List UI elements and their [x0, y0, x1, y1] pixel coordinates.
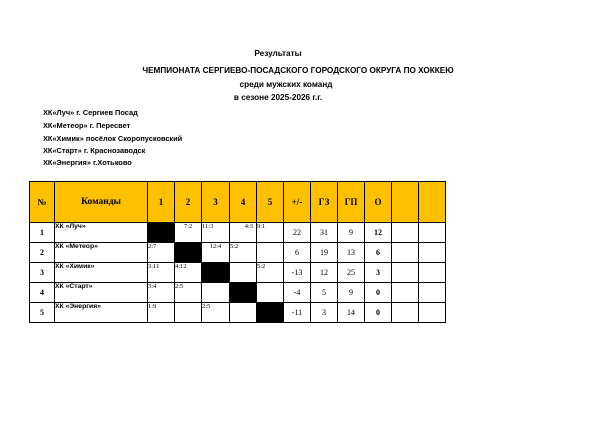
self-cell — [175, 243, 202, 263]
doc-subtitle-group: среди мужских команд — [239, 80, 333, 89]
doc-title: Результаты — [254, 49, 302, 58]
row-number: 2 — [30, 243, 55, 263]
col-header-1: 1 — [148, 182, 175, 223]
points: 3 — [365, 263, 392, 283]
self-cell — [148, 223, 175, 243]
goals-for: 12 — [311, 263, 338, 283]
result-cell: 5:2 — [230, 243, 257, 263]
goals-against: 9 — [338, 223, 365, 243]
standings-table — [29, 181, 446, 323]
table-row — [30, 243, 446, 263]
result-cell — [175, 303, 202, 323]
team-list-item: ХК«Химик» посёлок Скоропусковский — [43, 134, 183, 143]
self-cell — [257, 303, 284, 323]
doc-subtitle: ЧЕМПИОНАТА СЕРГИЕВО-ПОСАДСКОГО ГОРОДСКОГО ОКРУГА ПО ХОККЕЮ — [142, 66, 454, 75]
table-row — [30, 223, 446, 243]
team-name: ХК «Метеор» — [55, 243, 148, 263]
table-row — [30, 303, 446, 323]
doc-season: в сезоне 2025-2026 г.г. — [233, 93, 323, 102]
empty-cell — [392, 303, 419, 323]
col-header-4: 4 — [230, 182, 257, 223]
self-cell — [230, 283, 257, 303]
result-cell — [257, 243, 284, 263]
col-header-3: 3 — [202, 182, 230, 223]
table-row — [30, 283, 446, 303]
team-name: ХК «Луч» — [55, 223, 148, 243]
col-header-team: Команды — [55, 182, 148, 223]
goal-diff: 22 — [284, 223, 311, 243]
team-list-item: ХК«Метеор» г. Пересвет — [43, 121, 131, 130]
goals-against: 13 — [338, 243, 365, 263]
team-list-item: ХК«Старт» г. Краснозаводск — [43, 146, 146, 155]
col-header-goals-against: ГП — [338, 182, 365, 223]
empty-cell — [419, 243, 446, 263]
points: 12 — [365, 223, 392, 243]
empty-cell — [392, 263, 419, 283]
self-cell — [202, 263, 230, 283]
result-cell — [230, 303, 257, 323]
empty-cell — [419, 283, 446, 303]
team-name: ХК «Химик» — [55, 263, 148, 283]
team-name: ХК «Энергия» — [55, 303, 148, 323]
empty-cell — [419, 263, 446, 283]
table-header-row — [30, 182, 446, 223]
row-number: 3 — [30, 263, 55, 283]
col-header-empty — [392, 182, 419, 223]
col-header-5: 5 — [257, 182, 284, 223]
result-cell: 9:1 — [257, 223, 284, 243]
points: 0 — [365, 303, 392, 323]
goals-against: 9 — [338, 283, 365, 303]
row-number: 1 — [30, 223, 55, 243]
goals-against: 25 — [338, 263, 365, 283]
result-cell: 2:5 — [202, 303, 230, 323]
goals-for: 19 — [311, 243, 338, 263]
result-cell: 2:5 — [175, 283, 202, 303]
goals-for: 31 — [311, 223, 338, 243]
result-cell: 1:9 — [148, 303, 175, 323]
col-header-2: 2 — [175, 182, 202, 223]
goals-for: 5 — [311, 283, 338, 303]
goals-against: 14 — [338, 303, 365, 323]
points: 6 — [365, 243, 392, 263]
goal-diff: -13 — [284, 263, 311, 283]
team-list-item: ХК«Луч» г. Сергиев Посад — [43, 108, 138, 117]
col-header-goals-for: ГЗ — [311, 182, 338, 223]
empty-cell — [419, 303, 446, 323]
result-cell: 7:2 — [175, 223, 202, 243]
goals-for: 3 — [311, 303, 338, 323]
col-header-no: № — [30, 182, 55, 223]
col-header-points: О — [365, 182, 392, 223]
result-cell: 2:7 — [148, 243, 175, 263]
result-cell — [230, 263, 257, 283]
result-cell — [257, 283, 284, 303]
goal-diff: 6 — [284, 243, 311, 263]
row-number: 5 — [30, 303, 55, 323]
team-name: ХК «Старт» — [55, 283, 148, 303]
col-header-diff: +/- — [284, 182, 311, 223]
goal-diff: -4 — [284, 283, 311, 303]
result-cell: 3:11 — [148, 263, 175, 283]
result-cell: 12:4 — [202, 243, 230, 263]
result-cell: 5:2 — [257, 263, 284, 283]
row-number: 4 — [30, 283, 55, 303]
result-cell: 11:3 — [202, 223, 230, 243]
result-cell — [202, 283, 230, 303]
empty-cell — [392, 243, 419, 263]
goal-diff: -11 — [284, 303, 311, 323]
empty-cell — [392, 223, 419, 243]
result-cell: 3:4 — [148, 283, 175, 303]
col-header-empty — [419, 182, 446, 223]
result-cell: 4:3 — [230, 223, 257, 243]
team-list-item: ХК«Энергия» г.Хотьково — [43, 158, 132, 167]
table-row — [30, 263, 446, 283]
empty-cell — [392, 283, 419, 303]
result-cell: 4:12 — [175, 263, 202, 283]
points: 0 — [365, 283, 392, 303]
empty-cell — [419, 223, 446, 243]
